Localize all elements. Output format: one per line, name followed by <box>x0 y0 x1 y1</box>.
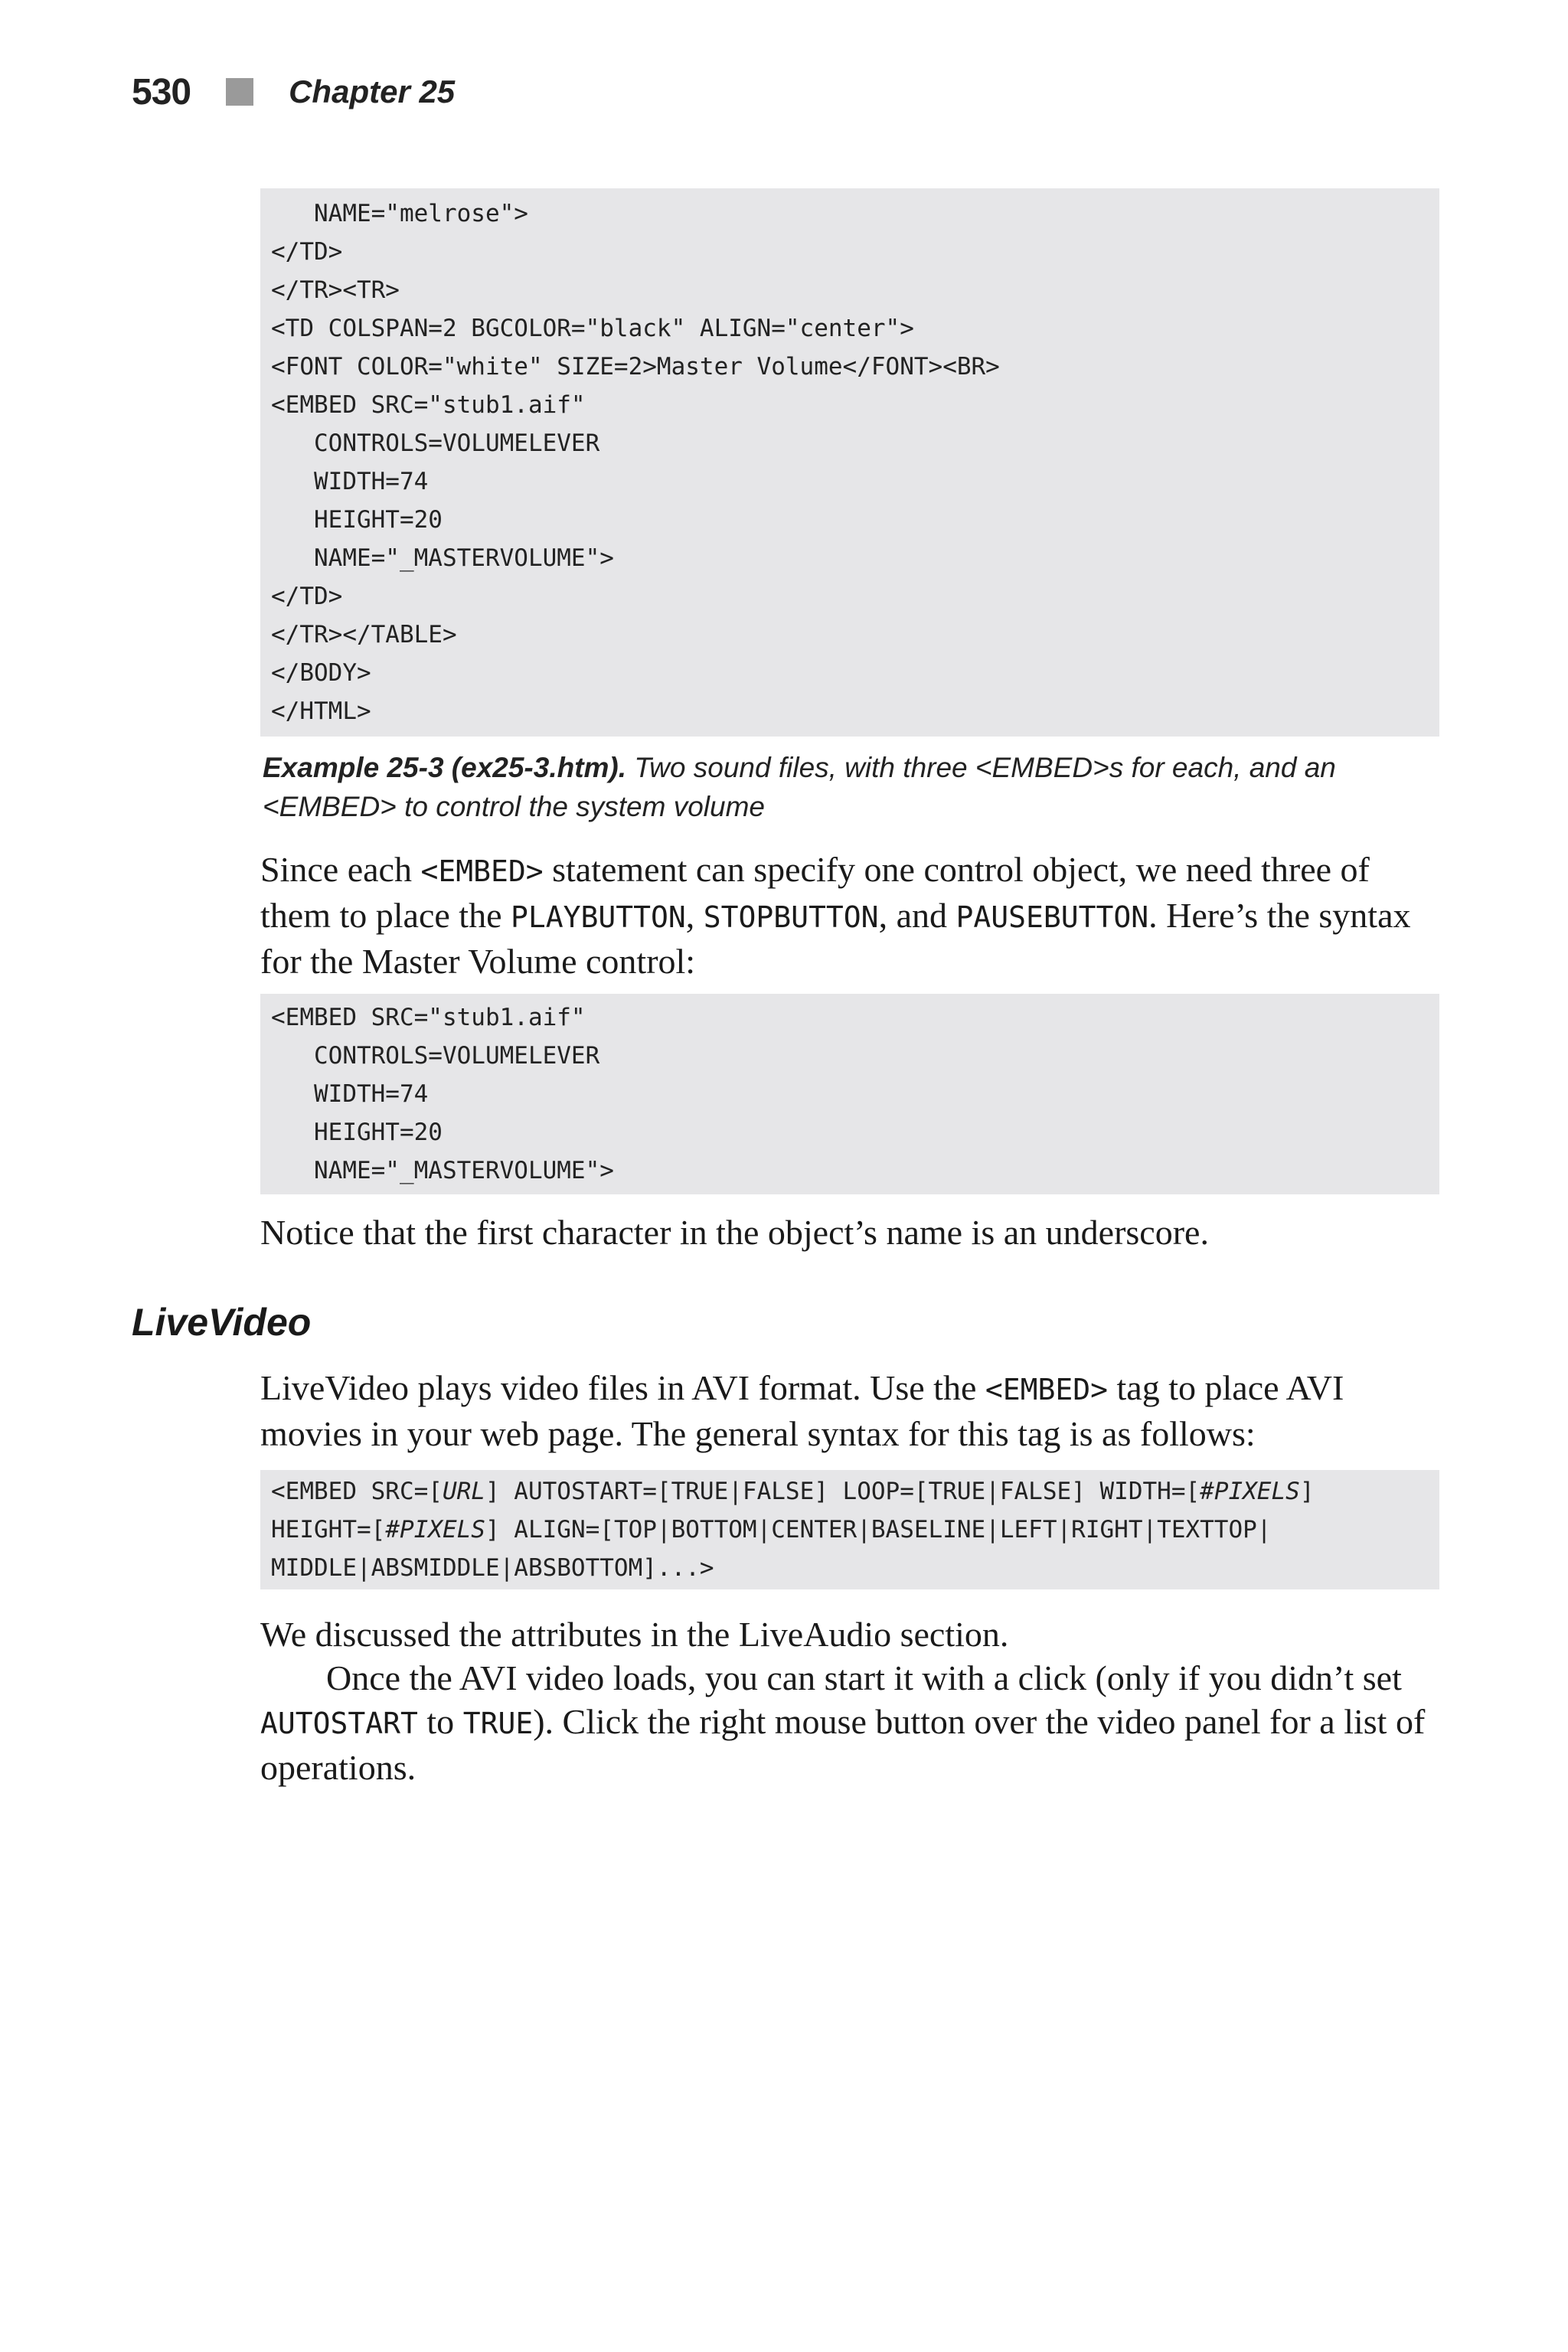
code-run: HEIGHT=[ <box>271 1516 386 1544</box>
code-placeholder: #PIXELS <box>385 1516 485 1544</box>
text-run: Once the AVI video loads, you can start it with a click (only if you didn’t set <box>326 1658 1402 1697</box>
text-run: Since each <box>260 850 421 889</box>
text-run: , and <box>878 896 956 935</box>
inline-code: <EMBED> <box>985 1373 1109 1406</box>
code-line: </HTML> <box>271 697 371 725</box>
code-line: <TD COLSPAN=2 BGCOLOR="black" ALIGN="center"> <box>271 315 914 342</box>
caption-text: Two sound files, with three <EMBED>s for each, and an <EMBED> to control the system volume <box>263 752 1336 822</box>
code-line: </TD> <box>271 583 343 610</box>
code-line: </TD> <box>271 238 343 266</box>
text-run: . Here’s the syntax for the Master Volume control: <box>260 896 1411 981</box>
text-run: LiveVideo plays video files in AVI format. Use the <box>260 1368 985 1407</box>
code-line: </BODY> <box>271 659 371 687</box>
code-line: WIDTH=74 <box>271 1080 429 1108</box>
code-line: HEIGHT=20 <box>271 1119 443 1146</box>
code-run: ] <box>1299 1478 1315 1505</box>
text-run: tag to place AVI movies in your web page. The general syntax for this tag is as follows: <box>260 1368 1344 1453</box>
code-line: HEIGHT=20 <box>271 506 443 534</box>
body-paragraph-embed-controls <box>260 848 1443 983</box>
inline-code: <EMBED> <box>420 854 544 888</box>
page-number: 530 <box>132 71 191 113</box>
running-head <box>132 67 455 116</box>
code-block-2 <box>260 994 1439 1194</box>
code-block-3 <box>260 1470 1439 1589</box>
code-line: <FONT COLOR="white" SIZE=2>Master Volume</FONT><BR> <box>271 353 1000 381</box>
body-paragraph-attributes-note: We discussed the attributes in the LiveAudio section. <box>260 1615 1009 1654</box>
code-line: NAME="_MASTERVOLUME"> <box>271 544 614 572</box>
body-paragraph-avi-playback <box>260 1656 1443 1789</box>
code-placeholder: #PIXELS <box>1200 1478 1300 1505</box>
body-paragraph-livevideo-intro <box>260 1366 1443 1455</box>
code-line: CONTROLS=VOLUMELEVER <box>271 430 600 457</box>
code-line: </TR><TR> <box>271 276 400 304</box>
inline-code: PLAYBUTTON <box>511 900 686 934</box>
code-line: CONTROLS=VOLUMELEVER <box>271 1042 600 1070</box>
code-line <box>271 1511 1429 1549</box>
code-line: WIDTH=74 <box>271 468 429 495</box>
code-line: MIDDLE|ABSMIDDLE|ABSBOTTOM]...> <box>271 1554 714 1582</box>
text-run: , <box>685 896 704 935</box>
code-line: NAME="melrose"> <box>271 200 528 227</box>
section-heading-livevideo: LiveVideo <box>132 1301 312 1344</box>
text-run: statement can specify one control object, we need three of them to place the <box>260 850 1370 935</box>
inline-code: AUTOSTART <box>260 1707 418 1740</box>
inline-code: PAUSEBUTTON <box>956 900 1149 934</box>
code-run: ] ALIGN=[TOP|BOTTOM|CENTER|BASELINE|LEFT|RIGHT|TEXTTOP| <box>485 1516 1272 1544</box>
code-line: NAME="_MASTERVOLUME"> <box>271 1157 614 1184</box>
code-line <box>271 1472 1429 1511</box>
code-run: ] AUTOSTART=[TRUE|FALSE] LOOP=[TRUE|FALSE] WIDTH=[ <box>485 1478 1200 1505</box>
caption-label: Example 25-3 (ex25-3.htm). <box>263 752 627 783</box>
example-caption <box>263 748 1442 826</box>
inline-code: TRUE <box>462 1707 534 1740</box>
code-line: <EMBED SRC="stub1.aif" <box>271 391 586 419</box>
code-line: </TR></TABLE> <box>271 621 457 648</box>
code-run: <EMBED SRC=[ <box>271 1478 443 1505</box>
inline-code: STOPBUTTON <box>703 900 879 934</box>
body-paragraph-underscore-note: Notice that the first character in the object’s name is an underscore. <box>260 1213 1209 1252</box>
chapter-label: Chapter 25 <box>289 74 456 109</box>
text-run: ). Click the right mouse button over the video panel for a list of operations. <box>260 1702 1426 1787</box>
header-square-ornament <box>226 78 253 106</box>
code-block-1 <box>260 188 1439 737</box>
text-run: to <box>417 1702 463 1741</box>
code-line: <EMBED SRC="stub1.aif" <box>271 1004 586 1031</box>
code-placeholder: URL <box>442 1478 485 1505</box>
